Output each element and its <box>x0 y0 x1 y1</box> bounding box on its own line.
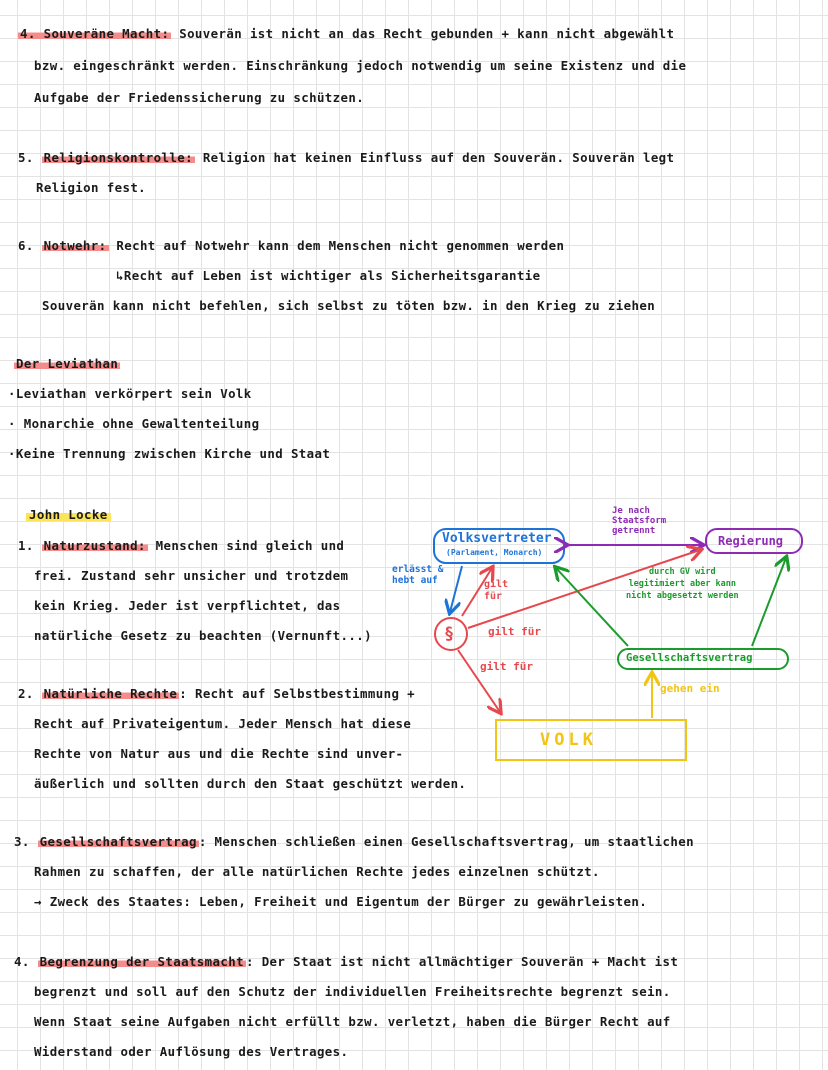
sov-line-2: bzw. eingeschränkt werden. Einschränkung jedoch notwendig um seine Existenz und die <box>34 58 687 73</box>
rel-heading: Religionskontrolle: <box>43 150 193 165</box>
not-line-2: ↳Recht auf Leben ist wichtiger als Sicherheitsgarantie <box>116 268 541 283</box>
locke-p4-text-1: : Der Staat ist nicht allmächtiger Souverän + Macht ist <box>245 954 679 969</box>
volksvertreter-label: Volksvertreter <box>442 531 552 546</box>
gilt-fuer-note-2: gilt für <box>488 625 541 638</box>
je-nach-line-3: getrennt <box>612 526 656 536</box>
locke-p3-heading: Gesellschaftsvertrag <box>39 834 197 849</box>
locke-p4-line-3: Wenn Staat seine Aufgaben nicht erfüllt bzw. verletzt, haben die Bürger Recht auf <box>34 1014 671 1029</box>
locke-p3-line-2: Rahmen zu schaffen, der alle natürlichen Rechte jedes einzelnen schützt. <box>34 864 600 879</box>
locke-p3-num: 3. <box>14 834 30 849</box>
sov-line-3: Aufgabe der Friedenssicherung zu schützen. <box>34 90 365 105</box>
locke-p2-heading: Natürliche Rechte <box>43 686 178 701</box>
legitimiert-line-1: durch GV wird <box>649 567 716 577</box>
locke-p1-num: 1. <box>18 538 34 553</box>
erlaesst-line-2: hebt auf <box>392 575 438 586</box>
legitimiert-line-3: nicht abgesetzt werden <box>626 591 739 601</box>
rel-line-2: Religion fest. <box>36 180 147 195</box>
not-heading: Notwehr: <box>43 238 107 253</box>
leviathan-bullet-1: ·Leviathan verkörpert sein Volk <box>8 386 252 401</box>
leviathan-heading: Der Leviathan <box>16 356 119 371</box>
sov-heading: 4. Souveräne Macht: <box>20 26 170 41</box>
locke-p4-line-2: begrenzt und soll auf den Schutz der individuellen Freiheitsrechte begrenzt sein. <box>34 984 671 999</box>
je-nach-line-1: Je nach <box>612 506 650 516</box>
locke-p1-line-4: natürliche Gesetz zu beachten (Vernunft...) <box>34 628 372 643</box>
gesellschaftsvertrag-label: Gesellschaftsvertrag <box>626 652 753 664</box>
gehen-ein-label: gehen ein <box>660 682 720 695</box>
not-line-3: Souverän kann nicht befehlen, sich selbst zu töten bzw. in den Krieg zu ziehen <box>42 298 656 313</box>
regierung-label: Regierung <box>718 534 784 548</box>
gilt-fuer-note-3: gilt für <box>480 660 533 673</box>
gilt-fuer-1-line-2: für <box>484 591 503 602</box>
locke-p2-line-2: Recht auf Privateigentum. Jeder Mensch hat diese <box>34 716 412 731</box>
leviathan-bullet-3: ·Keine Trennung zwischen Kirche und Staat <box>8 446 331 461</box>
locke-p2-num: 2. <box>18 686 34 701</box>
legitimiert-note <box>626 566 739 602</box>
leviathan-bullet-2: · Monarchie ohne Gewaltenteilung <box>8 416 260 431</box>
locke-p1-text-1: Menschen sind gleich und <box>147 538 345 553</box>
rel-num: 5. <box>18 150 34 165</box>
gesetz-symbol: § <box>444 624 455 644</box>
rel-text-1: Religion hat keinen Einfluss auf den Souverän. Souverän legt <box>194 150 675 165</box>
locke-p3-line-3: → Zweck des Staates: Leben, Freiheit und Eigentum der Bürger zu gewährleisten. <box>34 894 648 909</box>
je-nach-note <box>612 506 666 536</box>
locke-p4-line-4: Widerstand oder Auflösung des Vertrages. <box>34 1044 349 1059</box>
volk-label: VOLK <box>540 730 597 750</box>
gilt-fuer-note-1 <box>484 579 508 603</box>
locke-p1-heading: Naturzustand: <box>43 538 146 553</box>
locke-p4-num: 4. <box>14 954 30 969</box>
volksvertreter-sub-label: (Parlament, Monarch) <box>446 548 543 557</box>
locke-p1-line-3: kein Krieg. Jeder ist verpflichtet, das <box>34 598 341 613</box>
sov-text-1: Souverän ist nicht an das Recht gebunden + kann nicht abgewählt <box>171 26 675 41</box>
arrow-gv-regierung <box>752 558 786 646</box>
locke-heading: John Locke <box>26 507 111 522</box>
gilt-fuer-1-line-1: gilt <box>484 579 509 590</box>
erlaesst-note <box>392 564 443 586</box>
je-nach-line-2: Staatsform <box>612 516 667 526</box>
not-text-1: Recht auf Notwehr kann dem Menschen nicht genommen werden <box>108 238 565 253</box>
locke-p2-text-1: : Recht auf Selbstbestimmung + <box>179 686 416 701</box>
arrow-gv-volksvertreter <box>556 568 628 646</box>
arrow-erlaesst <box>450 566 462 612</box>
locke-p2-line-3: Rechte von Natur aus und die Rechte sind unver- <box>34 746 404 761</box>
locke-p2-line-4: äußerlich und sollten durch den Staat geschützt werden. <box>34 776 467 791</box>
erlaesst-line-1: erlässt & <box>392 564 444 575</box>
not-num: 6. <box>18 238 34 253</box>
locke-p3-text-1: : Menschen schließen einen Gesellschaftsvertrag, um staatlichen <box>198 834 694 849</box>
locke-p4-heading: Begrenzung der Staatsmacht <box>39 954 244 969</box>
legitimiert-line-2: legitimiert aber kann <box>628 579 737 589</box>
locke-p1-line-2: frei. Zustand sehr unsicher und trotzdem <box>34 568 349 583</box>
